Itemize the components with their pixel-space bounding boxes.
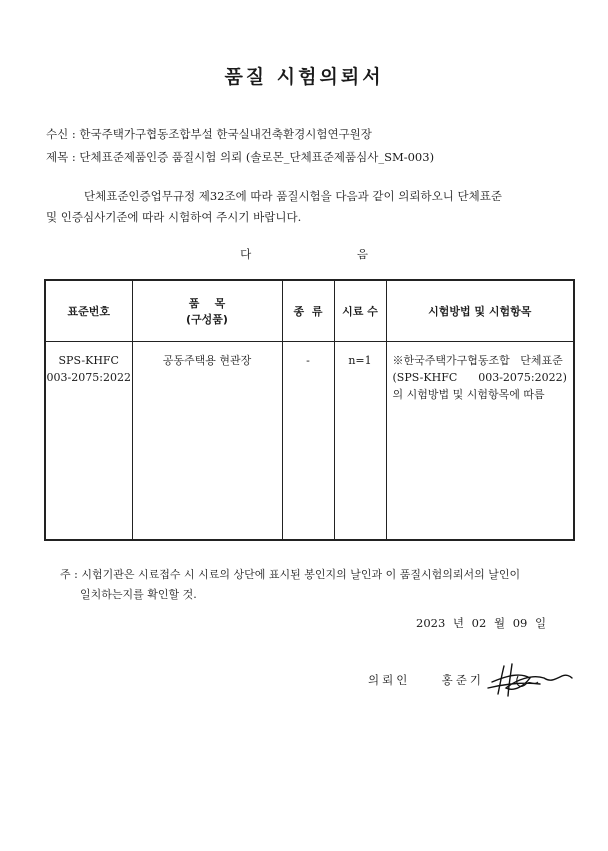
subject-value: 단체표준제품인증 품질시험 의뢰 (솔로몬_단체표준제품심사_SM-003) xyxy=(79,150,435,164)
document-title: 품질 시험의뢰서 xyxy=(224,66,384,88)
std-no-line2: 003-2075:2022 xyxy=(46,371,131,384)
cell-type: - xyxy=(282,342,334,541)
cell-std-no xyxy=(45,342,132,541)
note-label: 주 : xyxy=(60,568,78,581)
note-line-2: 일치하는지를 확인할 것. xyxy=(80,588,197,601)
signature-image xyxy=(484,658,576,700)
cell-item: 공동주택용 현관장 xyxy=(132,342,282,541)
recipient-value: 한국주택가구협동조합부설 한국실내건축환경시험연구원장 xyxy=(79,127,372,141)
cell-sample-count: n=1 xyxy=(334,342,386,541)
header-std-no: 표준번호 xyxy=(45,280,132,342)
header-type: 종 류 xyxy=(282,280,334,342)
dahum-char-2: 음 xyxy=(356,247,368,261)
note-text-1: 시험기관은 시료접수 시 시료의 상단에 표시된 봉인지의 날인과 이 품질시험의뢰서의 날인이 xyxy=(81,568,521,581)
body-line-1: 단체표준인증업무규정 제32조에 따라 품질시험을 다음과 같이 의뢰하오니 단체표준 xyxy=(84,189,502,203)
table-row xyxy=(45,342,574,541)
note-line-1 xyxy=(60,565,575,585)
header-item-line1: 품 목 xyxy=(188,297,226,310)
body-paragraph xyxy=(46,186,571,228)
header-sample-count: 시료 수 xyxy=(334,280,386,342)
recipient-line xyxy=(46,126,372,142)
cell-method: ※한국주택가구협동조합 단체표준(SPS-KHFC 003-2075:2022)의 시험방법 및 시험항목에 따름 xyxy=(386,342,574,541)
subject-label: 제목 : xyxy=(46,150,76,164)
request-date: 2023 년 02 월 09 일 xyxy=(416,616,547,630)
requester-line xyxy=(368,672,484,688)
dahum-heading xyxy=(0,246,608,262)
note-block xyxy=(60,565,575,605)
header-method: 시험방법 및 시험항목 xyxy=(386,280,574,342)
std-no-line1: SPS-KHFC xyxy=(58,354,119,367)
recipient-label: 수신 : xyxy=(46,127,76,141)
body-line-2: 및 인증심사기준에 따라 시험하여 주시기 바랍니다. xyxy=(46,210,302,224)
dahum-char-1: 다 xyxy=(240,247,252,261)
requester-name: 홍준기 xyxy=(441,673,484,687)
subject-line xyxy=(46,149,434,165)
header-item-line2: (구성품) xyxy=(186,313,228,326)
request-table xyxy=(44,279,575,541)
requester-label: 의뢰인 xyxy=(368,673,411,687)
table-header-row xyxy=(45,280,574,342)
header-item xyxy=(132,280,282,342)
